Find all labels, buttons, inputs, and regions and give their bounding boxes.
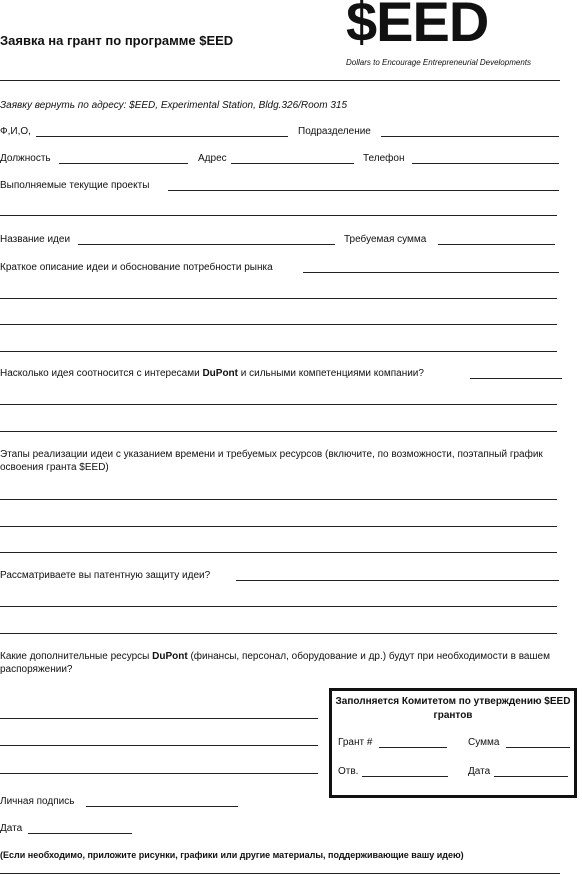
position-label: Должность	[0, 153, 51, 164]
current-projects-line-2[interactable]	[0, 215, 557, 216]
fit-field[interactable]	[470, 378, 562, 379]
address-field[interactable]	[231, 163, 354, 164]
stages-line-1[interactable]	[0, 499, 557, 500]
resources-post: (финансы, персонал, оборудование и др.) будут при необходимости в вашем распоряжении?	[0, 651, 550, 675]
fio-label: Ф,И,О,	[0, 126, 31, 137]
description-line-4[interactable]	[0, 351, 557, 352]
address-label: Адрес	[198, 153, 227, 164]
description-line-2[interactable]	[0, 298, 557, 299]
sum-field[interactable]	[506, 747, 570, 748]
return-address: Заявку вернуть по адресу: $EED, Experimental Station, Bldg.326/Room 315	[0, 100, 348, 111]
department-label: Подразделение	[298, 126, 371, 137]
responsible-label: Отв.	[338, 766, 359, 777]
resources-line-3[interactable]	[0, 773, 318, 774]
signature-label: Личная подпись	[0, 796, 75, 807]
phone-label: Телефон	[363, 153, 405, 164]
fit-line-2[interactable]	[0, 404, 557, 405]
resources-pre: Какие дополнительные ресурсы	[0, 651, 153, 662]
description-field[interactable]	[303, 272, 559, 273]
committee-date-label: Дата	[468, 766, 491, 777]
resources-line-2[interactable]	[0, 745, 318, 746]
amount-field[interactable]	[438, 244, 555, 245]
date-label: Дата	[0, 823, 23, 834]
footer-line	[0, 873, 560, 874]
department-field[interactable]	[381, 136, 559, 137]
idea-name-field[interactable]	[78, 244, 335, 245]
footer-note: (Если необходимо, приложите рисунки, графики или другие материалы, поддерживающие вашу идею)	[0, 850, 464, 860]
grant-number-field[interactable]	[379, 747, 447, 748]
fit-question-post: и сильными компетенциями компании?	[237, 368, 424, 379]
seed-logo: $EED	[346, 0, 489, 53]
resources-line-1[interactable]	[0, 718, 318, 719]
description-line-3[interactable]	[0, 324, 557, 325]
fit-question	[0, 368, 424, 379]
fit-question-pre: Насколько идея соотносится с интересами	[0, 368, 203, 379]
current-projects-field[interactable]	[168, 190, 559, 191]
header-divider	[0, 80, 560, 81]
position-field[interactable]	[59, 163, 188, 164]
patent-line-3[interactable]	[0, 633, 557, 634]
current-projects-label: Выполняемые текущие проекты	[0, 180, 150, 191]
logo-tagline: Dollars to Encourage Entrepreneurial Developments	[346, 58, 531, 67]
patent-line-2[interactable]	[0, 606, 557, 607]
stages-line-2[interactable]	[0, 526, 557, 527]
idea-name-label: Название идеи	[0, 234, 71, 245]
fit-line-3[interactable]	[0, 431, 557, 432]
patent-label: Рассматриваете вы патентную защиту идеи?	[0, 570, 211, 581]
stages-label: Этапы реализации идеи с указанием времени и требуемых ресурсов (включите, по возможности, поэтапный график освоения гранта $EED)	[0, 449, 543, 473]
amount-label: Требуемая сумма	[344, 234, 427, 245]
fit-question-brand: DuPont	[202, 368, 238, 379]
form-title: Заявка на грант по программе $EED	[0, 33, 234, 48]
fio-field[interactable]	[36, 136, 288, 137]
sum-label: Сумма	[468, 737, 500, 748]
resources-brand: DuPont	[152, 651, 188, 662]
patent-field[interactable]	[236, 580, 559, 581]
description-label: Краткое описание идеи и обоснование потребности рынка	[0, 262, 273, 273]
phone-field[interactable]	[412, 163, 559, 164]
grant-number-label: Грант #	[338, 737, 373, 748]
resources-label	[0, 650, 575, 676]
responsible-field[interactable]	[362, 776, 448, 777]
signature-field[interactable]	[86, 806, 238, 807]
committee-box	[329, 688, 577, 798]
stages-line-3[interactable]	[0, 552, 557, 553]
committee-box-title: Заполняется Комитетом по утверждению $EED грантов	[335, 696, 571, 721]
committee-date-field[interactable]	[494, 776, 568, 777]
date-field[interactable]	[28, 833, 132, 834]
